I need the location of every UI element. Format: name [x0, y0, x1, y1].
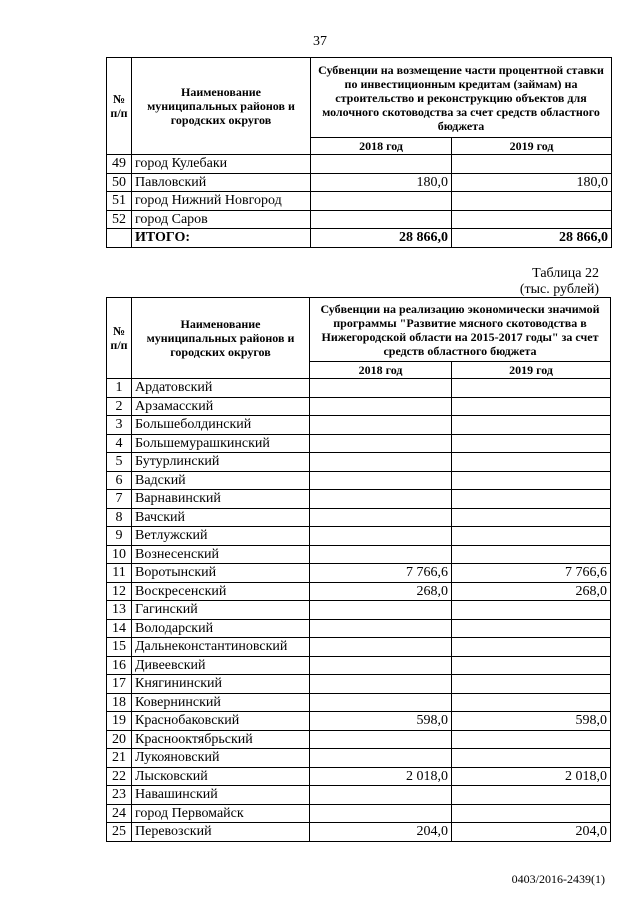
municipality-name: Большеболдинский — [132, 416, 310, 435]
value-2018 — [310, 675, 452, 694]
value-2018: 268,0 — [310, 582, 452, 601]
table-row — [107, 786, 611, 805]
table-row — [107, 471, 611, 490]
municipality-name: Ковернинский — [132, 693, 310, 712]
value-2018 — [310, 508, 452, 527]
document-code: 0403/2016-2439(1) — [511, 872, 605, 886]
row-number: 16 — [107, 656, 132, 675]
table-row — [107, 453, 611, 472]
value-2018 — [311, 155, 452, 174]
value-2019 — [452, 397, 611, 416]
value-2019 — [452, 192, 612, 211]
municipality-name: Бутурлинский — [132, 453, 310, 472]
table-row — [107, 823, 611, 842]
municipality-name: Вознесенский — [132, 545, 310, 564]
row-number: 13 — [107, 601, 132, 620]
value-2019 — [452, 508, 611, 527]
subsidy-table-meat — [106, 297, 611, 842]
row-number: 25 — [107, 823, 132, 842]
value-2018 — [310, 416, 452, 435]
header-year-2018: 2018 год — [311, 138, 452, 155]
value-2018 — [310, 471, 452, 490]
table-row — [107, 397, 611, 416]
value-2019 — [452, 379, 611, 398]
header-name: Наименование муниципальных районов и городских округов — [132, 298, 310, 379]
row-number: 21 — [107, 749, 132, 768]
value-2019 — [452, 730, 611, 749]
row-number: 9 — [107, 527, 132, 546]
table-row — [107, 490, 611, 509]
row-number: 20 — [107, 730, 132, 749]
municipality-name: город Нижний Новгород — [132, 192, 311, 211]
header-subsidy: Субвенции на возмещение части процентной ставки по инвестиционным кредитам (займам) на строительство и реконструкцию объектов для молочного скотоводства за счет средств областного бюджета — [311, 58, 612, 138]
table-row — [107, 192, 612, 211]
row-number: 4 — [107, 434, 132, 453]
header-subsidy: Субвенции на реализацию экономически значимой программы "Развитие мясного скотоводства в Нижегородской области на 2015-2017 годы" за счет средств областного бюджета — [310, 298, 611, 362]
municipality-name: Ардатовский — [132, 379, 310, 398]
value-2019 — [452, 786, 611, 805]
municipality-name: Вачский — [132, 508, 310, 527]
value-2019 — [452, 471, 611, 490]
table-row — [107, 638, 611, 657]
value-2019 — [452, 210, 612, 229]
value-2018 — [310, 693, 452, 712]
header-year-2018: 2018 год — [310, 362, 452, 379]
row-number: 10 — [107, 545, 132, 564]
value-2019: 268,0 — [452, 582, 611, 601]
row-number: 15 — [107, 638, 132, 657]
municipality-name: Вадский — [132, 471, 310, 490]
value-2019 — [452, 601, 611, 620]
table-row — [107, 508, 611, 527]
header-num: № п/п — [107, 298, 132, 379]
municipality-name: Перевозский — [132, 823, 310, 842]
value-2018 — [310, 730, 452, 749]
municipality-name: Большемурашкинский — [132, 434, 310, 453]
row-number: 3 — [107, 416, 132, 435]
total-num-cell — [107, 229, 132, 248]
municipality-name: Гагинский — [132, 601, 310, 620]
value-2019 — [452, 545, 611, 564]
value-2018 — [310, 638, 452, 657]
total-2019: 28 866,0 — [452, 229, 612, 248]
value-2018 — [310, 397, 452, 416]
value-2018 — [310, 453, 452, 472]
value-2019 — [452, 527, 611, 546]
municipality-name: город Первомайск — [132, 804, 310, 823]
total-row — [107, 229, 612, 248]
table-row — [107, 656, 611, 675]
value-2018 — [310, 804, 452, 823]
subsidy-table-dairy — [106, 57, 612, 248]
value-2018 — [310, 656, 452, 675]
total-2018: 28 866,0 — [311, 229, 452, 248]
value-2019 — [452, 453, 611, 472]
row-number: 8 — [107, 508, 132, 527]
municipality-name: Княгининский — [132, 675, 310, 694]
municipality-name: Володарский — [132, 619, 310, 638]
value-2019 — [452, 675, 611, 694]
row-number: 5 — [107, 453, 132, 472]
value-2019 — [452, 749, 611, 768]
table-caption-units: (тыс. рублей) — [519, 282, 599, 297]
value-2019: 7 766,6 — [452, 564, 611, 583]
header-name: Наименование муниципальных районов и городских округов — [132, 58, 311, 155]
municipality-name: город Саров — [132, 210, 311, 229]
table-row — [107, 155, 612, 174]
value-2019: 180,0 — [452, 173, 612, 192]
value-2018 — [310, 786, 452, 805]
value-2018: 2 018,0 — [310, 767, 452, 786]
value-2018 — [310, 601, 452, 620]
municipality-name: Навашинский — [132, 786, 310, 805]
row-number: 24 — [107, 804, 132, 823]
total-label: ИТОГО: — [132, 229, 311, 248]
table-row — [107, 416, 611, 435]
page-number: 37 — [313, 34, 327, 49]
value-2019 — [452, 155, 612, 174]
table-row — [107, 545, 611, 564]
value-2018: 204,0 — [310, 823, 452, 842]
row-number: 7 — [107, 490, 132, 509]
table-caption-title: Таблица 22 — [532, 266, 599, 281]
municipality-name: Арзамасский — [132, 397, 310, 416]
row-number: 11 — [107, 564, 132, 583]
row-number: 14 — [107, 619, 132, 638]
header-year-2019: 2019 год — [452, 138, 612, 155]
table-row — [107, 675, 611, 694]
table-row — [107, 210, 612, 229]
value-2019 — [452, 434, 611, 453]
value-2019 — [452, 619, 611, 638]
row-number: 2 — [107, 397, 132, 416]
municipality-name: Лысковский — [132, 767, 310, 786]
table-row — [107, 730, 611, 749]
value-2019 — [452, 656, 611, 675]
table-row — [107, 712, 611, 731]
value-2018 — [310, 379, 452, 398]
row-number: 23 — [107, 786, 132, 805]
table-row — [107, 749, 611, 768]
table-row — [107, 379, 611, 398]
value-2018: 180,0 — [311, 173, 452, 192]
value-2019 — [452, 490, 611, 509]
value-2019 — [452, 804, 611, 823]
header-year-2019: 2019 год — [452, 362, 611, 379]
row-number: 51 — [107, 192, 132, 211]
table-row — [107, 693, 611, 712]
value-2018 — [310, 434, 452, 453]
value-2018 — [310, 527, 452, 546]
row-number: 17 — [107, 675, 132, 694]
row-number: 19 — [107, 712, 132, 731]
row-number: 12 — [107, 582, 132, 601]
value-2018: 598,0 — [310, 712, 452, 731]
table-row — [107, 804, 611, 823]
value-2018 — [310, 545, 452, 564]
value-2019: 204,0 — [452, 823, 611, 842]
row-number: 6 — [107, 471, 132, 490]
table-row — [107, 173, 612, 192]
municipality-name: Дальнеконстантиновский — [132, 638, 310, 657]
value-2019 — [452, 638, 611, 657]
table-row — [107, 601, 611, 620]
row-number: 50 — [107, 173, 132, 192]
municipality-name: Воскресенский — [132, 582, 310, 601]
row-number: 18 — [107, 693, 132, 712]
table-row — [107, 434, 611, 453]
value-2019: 598,0 — [452, 712, 611, 731]
municipality-name: Дивеевский — [132, 656, 310, 675]
value-2019 — [452, 416, 611, 435]
municipality-name: Лукояновский — [132, 749, 310, 768]
municipality-name: Варнавинский — [132, 490, 310, 509]
row-number: 52 — [107, 210, 132, 229]
municipality-name: Краснобаковский — [132, 712, 310, 731]
table-row — [107, 619, 611, 638]
municipality-name: город Кулебаки — [132, 155, 311, 174]
table-row — [107, 527, 611, 546]
row-number: 22 — [107, 767, 132, 786]
table-row — [107, 767, 611, 786]
table-row — [107, 582, 611, 601]
row-number: 49 — [107, 155, 132, 174]
municipality-name: Ветлужский — [132, 527, 310, 546]
header-num: № п/п — [107, 58, 132, 155]
value-2018: 7 766,6 — [310, 564, 452, 583]
municipality-name: Воротынский — [132, 564, 310, 583]
value-2019 — [452, 693, 611, 712]
value-2018 — [310, 749, 452, 768]
value-2018 — [310, 490, 452, 509]
value-2018 — [311, 192, 452, 211]
municipality-name: Павловский — [132, 173, 311, 192]
value-2018 — [311, 210, 452, 229]
value-2018 — [310, 619, 452, 638]
row-number: 1 — [107, 379, 132, 398]
value-2019: 2 018,0 — [452, 767, 611, 786]
table-row — [107, 564, 611, 583]
municipality-name: Краснооктябрьский — [132, 730, 310, 749]
